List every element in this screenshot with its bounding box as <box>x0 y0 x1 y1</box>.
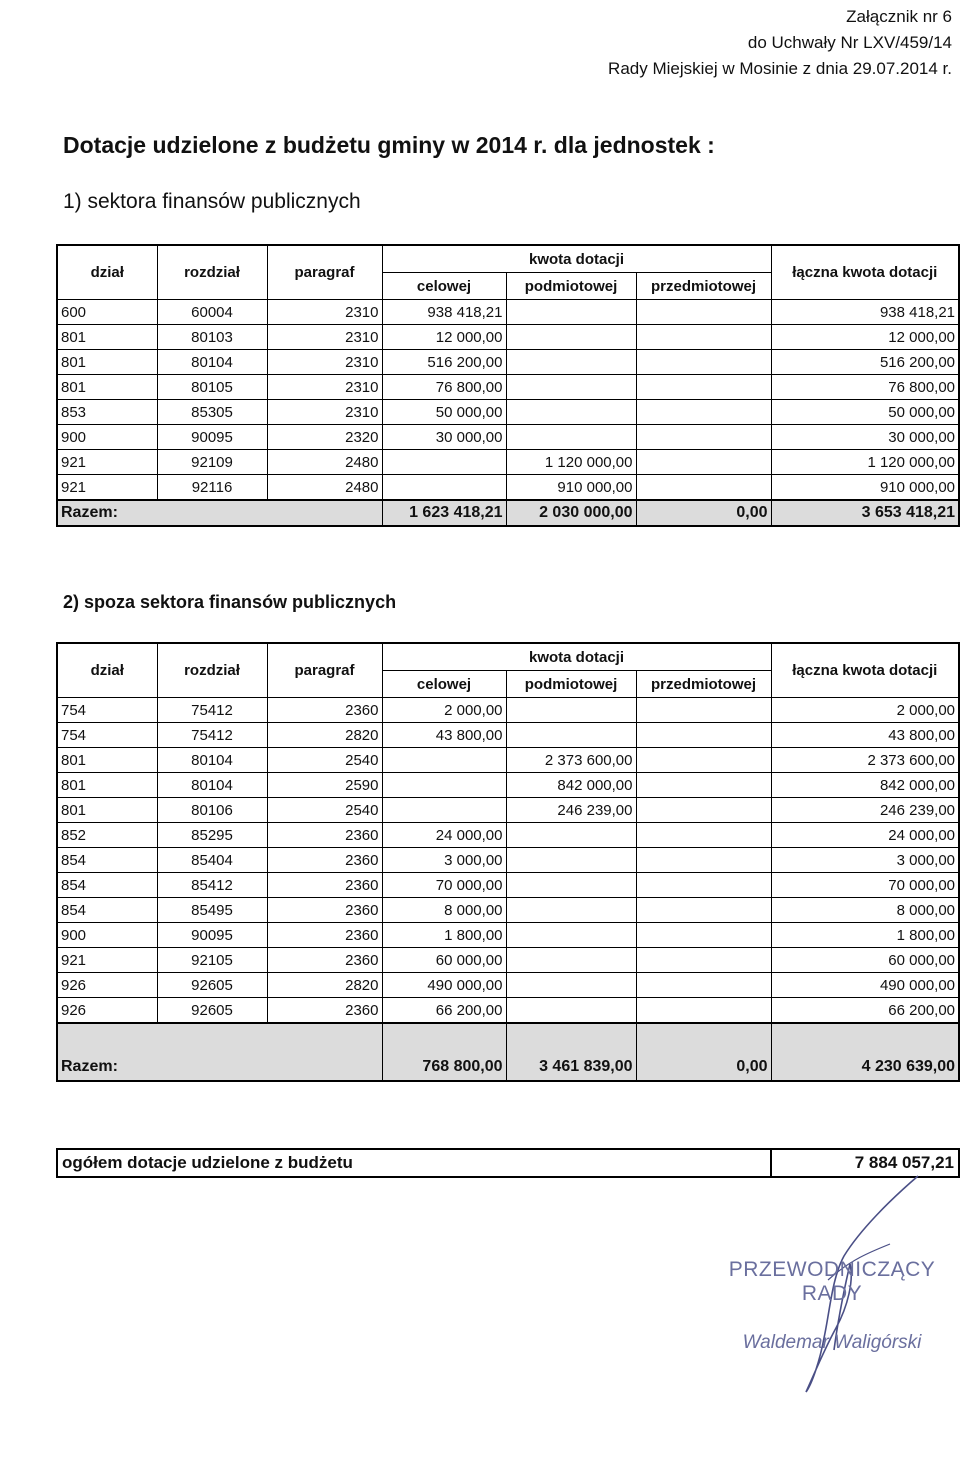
cell-podmiotowej <box>506 375 636 400</box>
cell-paragraf: 2360 <box>267 898 382 923</box>
cell-rozdzial: 85305 <box>157 400 267 425</box>
total-podmiotowej: 2 030 000,00 <box>506 500 636 526</box>
cell-podmiotowej: 2 373 600,00 <box>506 748 636 773</box>
cell-laczna: 1 120 000,00 <box>771 450 959 475</box>
cell-rozdzial: 80105 <box>157 375 267 400</box>
cell-laczna: 70 000,00 <box>771 873 959 898</box>
cell-celowej <box>382 748 506 773</box>
header-rozdzial: rozdział <box>157 643 267 698</box>
cell-laczna: 76 800,00 <box>771 375 959 400</box>
cell-paragraf: 2540 <box>267 748 382 773</box>
cell-podmiotowej <box>506 823 636 848</box>
cell-paragraf: 2310 <box>267 400 382 425</box>
cell-rozdzial: 80103 <box>157 325 267 350</box>
cell-paragraf: 2360 <box>267 923 382 948</box>
cell-celowej: 3 000,00 <box>382 848 506 873</box>
cell-laczna: 8 000,00 <box>771 898 959 923</box>
cell-podmiotowej <box>506 848 636 873</box>
section-2-heading: 2) spoza sektora finansów publicznych <box>63 592 397 612</box>
cell-podmiotowej: 1 120 000,00 <box>506 450 636 475</box>
cell-laczna: 246 239,00 <box>771 798 959 823</box>
cell-celowej: 938 418,21 <box>382 300 506 325</box>
total-celowej: 768 800,00 <box>382 1023 506 1081</box>
cell-paragraf: 2540 <box>267 798 382 823</box>
total-row-section-2 <box>57 1023 959 1081</box>
cell-podmiotowej <box>506 723 636 748</box>
header-paragraf: paragraf <box>267 643 382 698</box>
cell-laczna: 50 000,00 <box>771 400 959 425</box>
cell-podmiotowej: 910 000,00 <box>506 475 636 501</box>
cell-dzial: 921 <box>57 450 157 475</box>
cell-przedmiotowej <box>636 723 771 748</box>
cell-dzial: 801 <box>57 375 157 400</box>
cell-rozdzial: 90095 <box>157 923 267 948</box>
cell-rozdzial: 85404 <box>157 848 267 873</box>
table-section-1-body <box>57 300 959 501</box>
cell-rozdzial: 92116 <box>157 475 267 501</box>
cell-rozdzial: 85495 <box>157 898 267 923</box>
cell-celowej: 8 000,00 <box>382 898 506 923</box>
cell-celowej: 24 000,00 <box>382 823 506 848</box>
table-row <box>57 475 959 501</box>
total-przedmiotowej: 0,00 <box>636 1023 771 1081</box>
cell-laczna: 24 000,00 <box>771 823 959 848</box>
cell-paragraf: 2820 <box>267 973 382 998</box>
cell-rozdzial: 85412 <box>157 873 267 898</box>
cell-przedmiotowej <box>636 325 771 350</box>
cell-celowej: 490 000,00 <box>382 973 506 998</box>
cell-dzial: 854 <box>57 873 157 898</box>
table-row <box>57 973 959 998</box>
cell-laczna: 910 000,00 <box>771 475 959 501</box>
cell-dzial: 801 <box>57 325 157 350</box>
stamp-role: PRZEWODNICZĄCY RADY <box>728 1258 936 1305</box>
cell-laczna: 3 000,00 <box>771 848 959 873</box>
header-dzial: dział <box>57 245 157 300</box>
cell-podmiotowej <box>506 350 636 375</box>
cell-podmiotowej <box>506 898 636 923</box>
cell-przedmiotowej <box>636 400 771 425</box>
cell-celowej: 60 000,00 <box>382 948 506 973</box>
table-row <box>57 773 959 798</box>
cell-podmiotowej <box>506 400 636 425</box>
table-row <box>57 948 959 973</box>
cell-rozdzial: 85295 <box>157 823 267 848</box>
cell-dzial: 926 <box>57 973 157 998</box>
cell-dzial: 854 <box>57 898 157 923</box>
cell-dzial: 852 <box>57 823 157 848</box>
cell-dzial: 600 <box>57 300 157 325</box>
cell-celowej: 70 000,00 <box>382 873 506 898</box>
cell-dzial: 853 <box>57 400 157 425</box>
cell-podmiotowej: 842 000,00 <box>506 773 636 798</box>
total-laczna: 3 653 418,21 <box>771 500 959 526</box>
table-row <box>57 923 959 948</box>
table-row <box>57 400 959 425</box>
attachment-line-3: Rady Miejskiej w Mosinie z dnia 29.07.2014 r. <box>608 59 952 78</box>
cell-paragraf: 2590 <box>267 773 382 798</box>
total-label: Razem: <box>57 500 382 526</box>
cell-celowej: 50 000,00 <box>382 400 506 425</box>
cell-laczna: 1 800,00 <box>771 923 959 948</box>
cell-podmiotowej <box>506 300 636 325</box>
cell-paragraf: 2820 <box>267 723 382 748</box>
cell-paragraf: 2360 <box>267 873 382 898</box>
cell-dzial: 801 <box>57 798 157 823</box>
header-laczna: łączna kwota dotacji <box>771 245 959 300</box>
table-row <box>57 873 959 898</box>
grand-total-value: 7 884 057,21 <box>771 1149 959 1177</box>
table-section-2-body <box>57 698 959 1024</box>
cell-przedmiotowej <box>636 425 771 450</box>
cell-celowej: 2 000,00 <box>382 698 506 723</box>
attachment-note <box>608 4 952 82</box>
header-laczna: łączna kwota dotacji <box>771 643 959 698</box>
cell-przedmiotowej <box>636 450 771 475</box>
cell-celowej: 43 800,00 <box>382 723 506 748</box>
table-row <box>57 698 959 723</box>
cell-paragraf: 2310 <box>267 350 382 375</box>
header-paragraf: paragraf <box>267 245 382 300</box>
cell-celowej: 30 000,00 <box>382 425 506 450</box>
cell-przedmiotowej <box>636 375 771 400</box>
cell-dzial: 900 <box>57 425 157 450</box>
table-row <box>57 848 959 873</box>
header-przedmiotowej: przedmiotowej <box>636 671 771 698</box>
cell-dzial: 801 <box>57 350 157 375</box>
header-rozdzial: rozdział <box>157 245 267 300</box>
cell-podmiotowej <box>506 923 636 948</box>
table-row <box>57 823 959 848</box>
cell-paragraf: 2310 <box>267 300 382 325</box>
cell-rozdzial: 92605 <box>157 998 267 1024</box>
section-1-heading: 1) sektora finansów publicznych <box>63 190 361 213</box>
cell-paragraf: 2360 <box>267 698 382 723</box>
cell-przedmiotowej <box>636 748 771 773</box>
grand-total-label: ogółem dotacje udzielone z budżetu <box>57 1149 771 1177</box>
cell-celowej <box>382 450 506 475</box>
cell-rozdzial: 90095 <box>157 425 267 450</box>
cell-laczna: 66 200,00 <box>771 998 959 1024</box>
cell-dzial: 921 <box>57 948 157 973</box>
table-row <box>57 325 959 350</box>
cell-przedmiotowej <box>636 698 771 723</box>
cell-przedmiotowej <box>636 948 771 973</box>
cell-laczna: 938 418,21 <box>771 300 959 325</box>
cell-przedmiotowej <box>636 773 771 798</box>
cell-celowej <box>382 798 506 823</box>
cell-laczna: 842 000,00 <box>771 773 959 798</box>
table-row <box>57 375 959 400</box>
cell-podmiotowej: 246 239,00 <box>506 798 636 823</box>
table-row <box>57 748 959 773</box>
cell-paragraf: 2480 <box>267 450 382 475</box>
cell-laczna: 2 373 600,00 <box>771 748 959 773</box>
cell-celowej <box>382 773 506 798</box>
cell-paragraf: 2480 <box>267 475 382 501</box>
header-celowej: celowej <box>382 273 506 300</box>
cell-celowej: 516 200,00 <box>382 350 506 375</box>
header-kwota-dotacji: kwota dotacji <box>382 643 771 671</box>
cell-przedmiotowej <box>636 898 771 923</box>
cell-przedmiotowej <box>636 973 771 998</box>
cell-podmiotowej <box>506 948 636 973</box>
cell-celowej: 76 800,00 <box>382 375 506 400</box>
total-przedmiotowej: 0,00 <box>636 500 771 526</box>
cell-przedmiotowej <box>636 823 771 848</box>
cell-paragraf: 2320 <box>267 425 382 450</box>
cell-rozdzial: 80104 <box>157 350 267 375</box>
cell-rozdzial: 80104 <box>157 748 267 773</box>
total-celowej: 1 623 418,21 <box>382 500 506 526</box>
cell-paragraf: 2310 <box>267 375 382 400</box>
cell-rozdzial: 92109 <box>157 450 267 475</box>
table-row <box>57 998 959 1024</box>
cell-dzial: 754 <box>57 723 157 748</box>
cell-paragraf: 2360 <box>267 998 382 1024</box>
attachment-line-1: Załącznik nr 6 <box>846 7 952 26</box>
table-row <box>57 723 959 748</box>
chairman-stamp <box>704 1258 960 1354</box>
cell-rozdzial: 80106 <box>157 798 267 823</box>
cell-rozdzial: 75412 <box>157 723 267 748</box>
table-row <box>57 350 959 375</box>
stamp-person: Waldemar Waligórski <box>742 1332 922 1353</box>
cell-dzial: 754 <box>57 698 157 723</box>
table-row <box>57 450 959 475</box>
header-celowej: celowej <box>382 671 506 698</box>
cell-paragraf: 2360 <box>267 848 382 873</box>
cell-rozdzial: 60004 <box>157 300 267 325</box>
header-przedmiotowej: przedmiotowej <box>636 273 771 300</box>
cell-celowej: 12 000,00 <box>382 325 506 350</box>
table-row <box>57 798 959 823</box>
cell-celowej <box>382 475 506 501</box>
cell-dzial: 801 <box>57 773 157 798</box>
total-label: Razem: <box>57 1023 382 1081</box>
cell-rozdzial: 92605 <box>157 973 267 998</box>
cell-przedmiotowej <box>636 300 771 325</box>
cell-podmiotowej <box>506 698 636 723</box>
cell-przedmiotowej <box>636 998 771 1024</box>
cell-celowej: 66 200,00 <box>382 998 506 1024</box>
cell-laczna: 2 000,00 <box>771 698 959 723</box>
cell-dzial: 921 <box>57 475 157 501</box>
attachment-line-2: do Uchwały Nr LXV/459/14 <box>747 33 952 52</box>
cell-dzial: 900 <box>57 923 157 948</box>
cell-dzial: 801 <box>57 748 157 773</box>
cell-podmiotowej <box>506 425 636 450</box>
cell-dzial: 926 <box>57 998 157 1024</box>
cell-podmiotowej <box>506 973 636 998</box>
cell-laczna: 516 200,00 <box>771 350 959 375</box>
total-laczna: 4 230 639,00 <box>771 1023 959 1081</box>
cell-podmiotowej <box>506 873 636 898</box>
cell-rozdzial: 92105 <box>157 948 267 973</box>
total-row-section-1 <box>57 500 959 526</box>
cell-podmiotowej <box>506 325 636 350</box>
table-section-1 <box>56 244 960 527</box>
header-podmiotowej: podmiotowej <box>506 671 636 698</box>
header-dzial: dział <box>57 643 157 698</box>
cell-przedmiotowej <box>636 350 771 375</box>
table-row <box>57 300 959 325</box>
cell-laczna: 30 000,00 <box>771 425 959 450</box>
cell-laczna: 490 000,00 <box>771 973 959 998</box>
table-section-2 <box>56 642 960 1082</box>
cell-laczna: 43 800,00 <box>771 723 959 748</box>
header-kwota-dotacji: kwota dotacji <box>382 245 771 273</box>
total-podmiotowej: 3 461 839,00 <box>506 1023 636 1081</box>
cell-paragraf: 2360 <box>267 823 382 848</box>
cell-przedmiotowej <box>636 848 771 873</box>
cell-paragraf: 2360 <box>267 948 382 973</box>
cell-laczna: 12 000,00 <box>771 325 959 350</box>
cell-rozdzial: 80104 <box>157 773 267 798</box>
cell-celowej: 1 800,00 <box>382 923 506 948</box>
header-podmiotowej: podmiotowej <box>506 273 636 300</box>
cell-laczna: 60 000,00 <box>771 948 959 973</box>
cell-dzial: 854 <box>57 848 157 873</box>
cell-przedmiotowej <box>636 923 771 948</box>
table-row <box>57 898 959 923</box>
cell-przedmiotowej <box>636 475 771 501</box>
cell-przedmiotowej <box>636 798 771 823</box>
table-row <box>57 425 959 450</box>
cell-rozdzial: 75412 <box>157 698 267 723</box>
document-title: Dotacje udzielone z budżetu gminy w 2014 r. dla jednostek : <box>63 132 715 158</box>
cell-przedmiotowej <box>636 873 771 898</box>
cell-podmiotowej <box>506 998 636 1024</box>
cell-paragraf: 2310 <box>267 325 382 350</box>
